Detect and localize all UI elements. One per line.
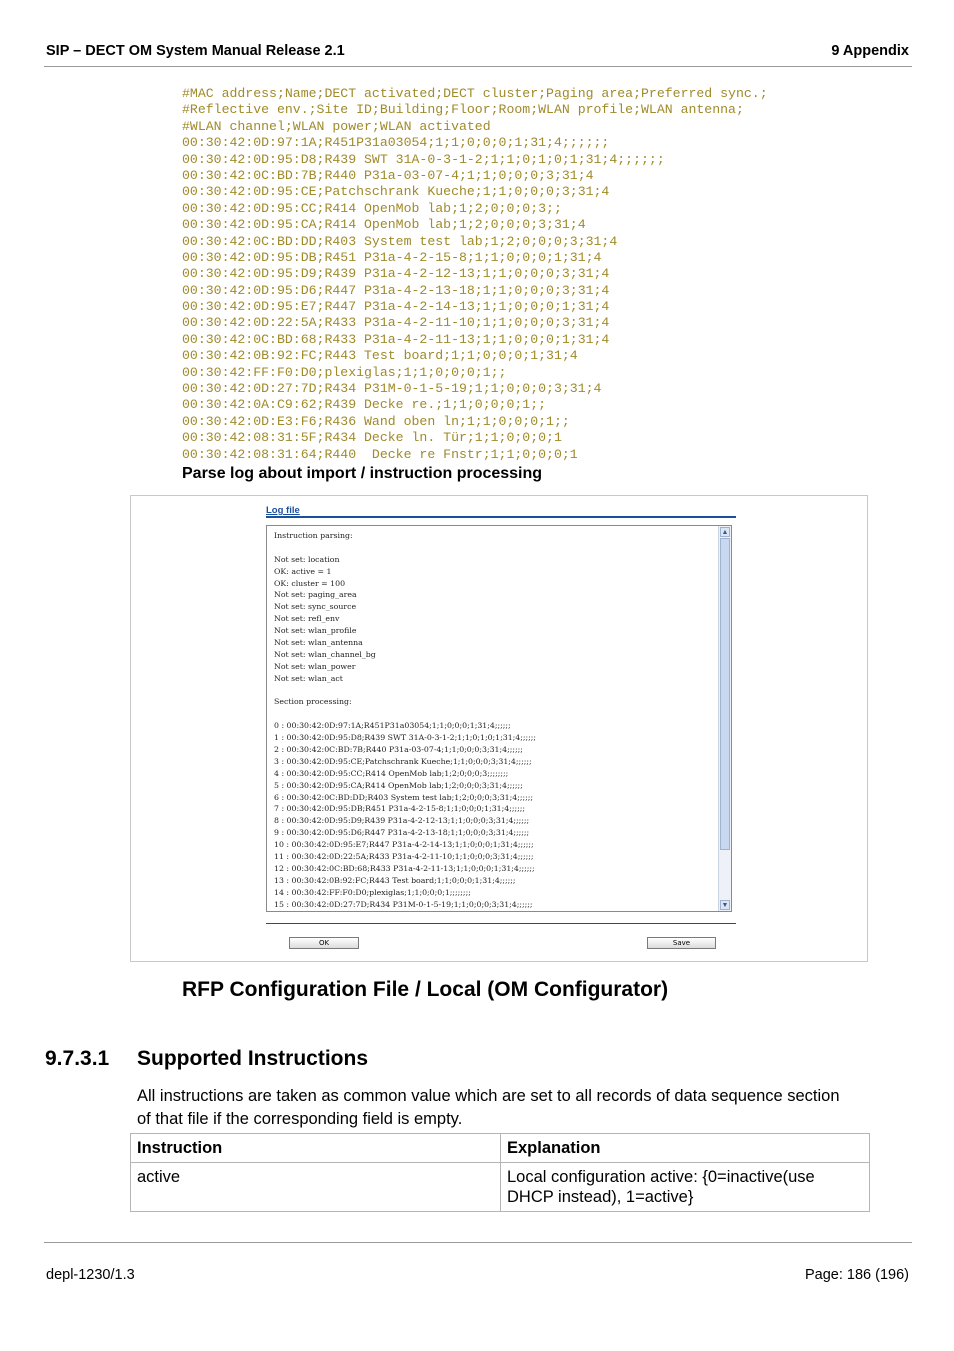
code-line: 00:30:42:0D:95:DB;R451 P31a-4-2-15-8;1;1;0;0;0;1;31;4	[182, 249, 602, 265]
code-line: 00:30:42:08:31:5F;R434 Decke ln. Tür;1;1;0;0;0;1	[182, 430, 562, 446]
log-line: Not set: wlan_act	[274, 673, 343, 683]
header-divider	[44, 66, 912, 67]
log-line	[274, 685, 536, 697]
scroll-thumb[interactable]	[720, 538, 730, 850]
table-header-row	[131, 1134, 870, 1163]
code-line: 00:30:42:FF:F0:D0;plexiglas;1;1;0;0;0;1;;	[182, 364, 507, 380]
footer-doc-id: depl-1230/1.3	[46, 1267, 135, 1283]
column-header-explanation: Explanation	[501, 1134, 870, 1163]
explanation-cell: Local configuration active: {0=inactive(use DHCP instead), 1=active}	[501, 1163, 870, 1212]
code-line: 00:30:42:0D:95:CC;R414 OpenMob lab;1;2;0;0;0;3;;	[182, 200, 562, 216]
log-line: 10 : 00:30:42:0D:95:E7;R447 P31a-4-2-14-13;1;1;0;0;0;1;31;4;;;;;;	[274, 840, 534, 850]
log-line: 4 : 00:30:42:0D:95:CC;R414 OpenMob lab;1;2;0;0;0;3;;;;;;;;	[274, 768, 509, 778]
log-line: Instruction parsing:	[274, 531, 353, 540]
table-row	[131, 1163, 870, 1212]
log-line: 13 : 00:30:42:0B:92:FC;R443 Test board;1;1;0;0;0;1;31;4;;;;;;	[274, 875, 516, 885]
log-line: 7 : 00:30:42:0D:95:DB;R451 P31a-4-2-15-8;1;1;0;0;0;1;31;4;;;;;;	[274, 804, 525, 814]
code-line: 00:30:42:0D:95:E7;R447 P31a-4-2-14-13;1;1;0;0;0;1;31;4	[182, 299, 610, 315]
footer-page-number: Page: 186 (196)	[805, 1267, 909, 1283]
log-line: 8 : 00:30:42:0D:95:D9;R439 P31a-4-2-12-13;1;1;0;0;0;3;31;4;;;;;;	[274, 816, 530, 826]
instruction-cell: active	[131, 1163, 501, 1212]
log-content	[274, 530, 536, 911]
log-line: Not set: location	[274, 554, 340, 564]
log-line	[274, 708, 536, 720]
log-line: Section processing:	[274, 697, 352, 707]
code-line: #WLAN channel;WLAN power;WLAN activated	[182, 118, 491, 134]
log-line: OK: cluster = 100	[274, 578, 346, 588]
subsection-title: Supported Instructions	[137, 1047, 368, 1070]
code-line: 00:30:42:0D:95:D8;R439 SWT 31A-0-3-1-2;1;1;0;1;0;1;31;4;;;;;;	[182, 151, 665, 167]
log-textarea[interactable]	[266, 525, 732, 912]
scroll-down-icon[interactable]: ▼	[721, 902, 729, 909]
ok-button[interactable]: OK	[289, 937, 359, 949]
code-line: 00:30:42:08:31:64;R440 Decke re Fnstr;1;1;0;0;0;1	[182, 446, 578, 462]
code-line: #MAC address;Name;DECT activated;DECT cluster;Paging area;Preferred sync.;	[182, 86, 768, 101]
code-line: 00:30:42:0D:E3:F6;R436 Wand oben ln;1;1;0;0;0;1;;	[182, 413, 570, 429]
figure-caption: Parse log about import / instruction processing	[182, 465, 543, 482]
config-file-listing	[182, 86, 768, 463]
log-line: Not set: paging_area	[274, 590, 357, 600]
log-line: 3 : 00:30:42:0D:95:CE;Patchschrank Kueche;1;1;0;0;0;3;31;4;;;;;;	[274, 756, 532, 766]
log-line: 2 : 00:30:42:0C:BD:7B;R440 P31a-03-07-4;1;1;0;0;0;3;31;4;;;;;;	[274, 745, 523, 755]
log-scrollbar[interactable]	[718, 526, 731, 911]
code-line: 00:30:42:0A:C9:62;R439 Decke re.;1;1;0;0;0;1;;	[182, 397, 547, 413]
instructions-table	[130, 1133, 870, 1212]
code-line: 00:30:42:0D:95:CA;R414 OpenMob lab;1;2;0;0;0;3;31;4	[182, 217, 586, 233]
log-line: Not set: wlan_power	[274, 661, 356, 671]
log-line: Not set: wlan_antenna	[274, 638, 363, 648]
code-line: 00:30:42:0C:BD:7B;R440 P31a-03-07-4;1;1;0;0;0;3;31;4	[182, 167, 594, 183]
code-line: 00:30:42:0D:27:7D;R434 P31M-0-1-5-19;1;1;0;0;0;3;31;4	[182, 381, 602, 397]
save-button[interactable]: Save	[647, 937, 716, 949]
log-bottom-divider	[266, 923, 736, 924]
log-line: 11 : 00:30:42:0D:22:5A;R433 P31a-4-2-11-10;1;1;0;0;0;3;31;4;;;;;;	[274, 852, 534, 862]
log-line: 12 : 00:30:42:0C:BD:68;R433 P31a-4-2-11-13;1;1;0;0;0;1;31;4;;;;;;	[274, 863, 535, 873]
code-line: 00:30:42:0D:95:D9;R439 P31a-4-2-12-13;1;1;0;0;0;3;31;4	[182, 266, 610, 282]
log-line	[274, 542, 536, 554]
log-line: Not set: sync_source	[274, 602, 357, 612]
log-line: Not set: wlan_profile	[274, 626, 357, 636]
intro-paragraph: All instructions are taken as common value which are set to all records of data sequence section of that file if the corresponding field is empty.	[137, 1087, 840, 1128]
subsection-number: 9.7.3.1	[45, 1047, 110, 1070]
log-line: Not set: refl_env	[274, 614, 340, 624]
log-line: 0 : 00:30:42:0D:97:1A;R451P31a03054;1;1;0;0;0;1;31;4;;;;;;	[274, 721, 511, 731]
section-title: RFP Configuration File / Local (OM Configurator)	[182, 978, 669, 1001]
log-line: 9 : 00:30:42:0D:95:D6;R447 P31a-4-2-13-18;1;1;0;0;0;3;31;4;;;;;;	[274, 828, 530, 838]
code-line: 00:30:42:0D:22:5A;R433 P31a-4-2-11-10;1;1;0;0;0;3;31;4	[182, 315, 610, 331]
header-chapter: 9 Appendix	[831, 43, 909, 59]
log-file-title: Log file	[266, 505, 300, 516]
log-line: Not set: wlan_channel_bg	[274, 649, 376, 659]
log-line: 15 : 00:30:42:0D:27:7D;R434 P31M-0-1-5-19;1;1;0;0;0;3;31;4;;;;;;	[274, 899, 533, 909]
column-header-instruction: Instruction	[131, 1134, 501, 1163]
code-line: 00:30:42:0B:92:FC;R443 Test board;1;1;0;0;0;1;31;4	[182, 348, 578, 364]
log-line: 6 : 00:30:42:0C:BD:DD;R403 System test lab;1;2;0;0;0;3;31;4;;;;;;	[274, 792, 533, 802]
log-line: 1 : 00:30:42:0D:95:D8;R439 SWT 31A-0-3-1-2;1;1;0;1;0;1;31;4;;;;;;	[274, 733, 537, 743]
scroll-up-icon[interactable]: ▲	[721, 529, 729, 536]
code-line: 00:30:42:0C:BD:68;R433 P31a-4-2-11-13;1;1;0;0;0;1;31;4	[182, 331, 610, 347]
code-line: 00:30:42:0C:BD:DD;R403 System test lab;1;2;0;0;0;3;31;4	[182, 233, 618, 249]
log-line: OK: active = 1	[274, 566, 332, 576]
log-line: 14 : 00:30:42:FF:F0:D0;plexiglas;1;1;0;0;0;1;;;;;;;;	[274, 887, 471, 897]
header-title: SIP – DECT OM System Manual Release 2.1	[46, 43, 345, 59]
footer-divider	[44, 1242, 912, 1243]
code-line: 00:30:42:0D:95:CE;Patchschrank Kueche;1;1;0;0;0;3;31;4	[182, 184, 610, 200]
code-line: #Reflective env.;Site ID;Building;Floor;Room;WLAN profile;WLAN antenna;	[182, 102, 744, 118]
log-line: 5 : 00:30:42:0D:95:CA;R414 OpenMob lab;1;2;0;0;0;3;31;4;;;;;;	[274, 780, 523, 790]
log-title-divider	[266, 516, 736, 518]
code-line: 00:30:42:0D:97:1A;R451P31a03054;1;1;0;0;0;1;31;4;;;;;;	[182, 135, 610, 151]
code-line: 00:30:42:0D:95:D6;R447 P31a-4-2-13-18;1;1;0;0;0;3;31;4	[182, 282, 610, 298]
